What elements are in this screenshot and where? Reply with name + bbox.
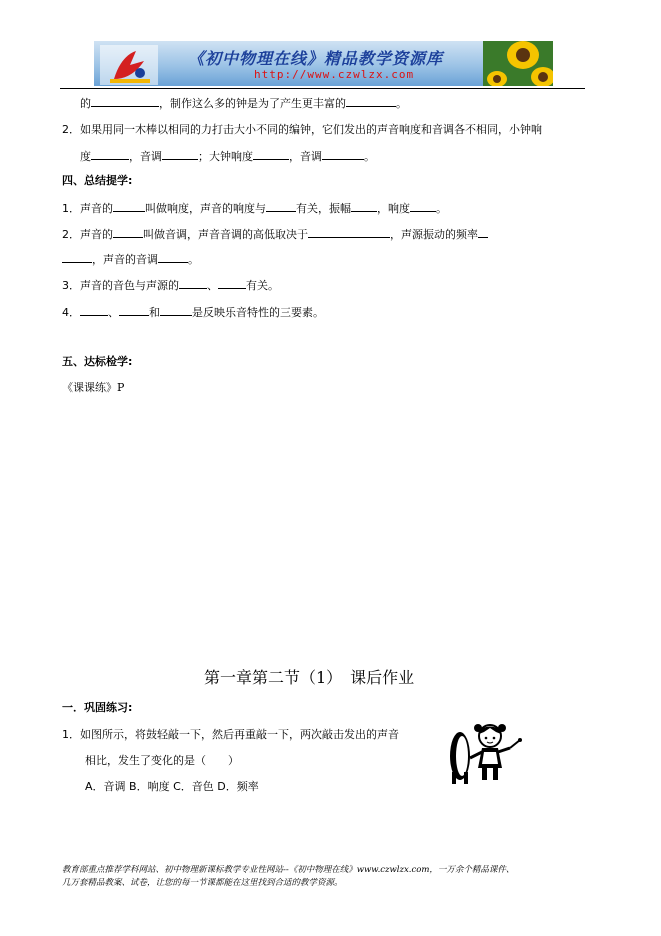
answer-blank[interactable]: [218, 277, 246, 289]
text: 、: [207, 279, 218, 292]
answer-blank[interactable]: [119, 304, 149, 316]
answer-blank[interactable]: [266, 200, 296, 212]
header-banner: [94, 41, 553, 86]
header-rule: [60, 88, 585, 89]
text: 有关，振幅: [296, 202, 351, 215]
site-logo-icon: [100, 45, 158, 85]
girl-drum-illustration: [440, 722, 522, 786]
sunflower-icon: [483, 41, 553, 86]
section4-item2-cont: [62, 251, 199, 267]
q2-line2: [80, 148, 375, 164]
answer-blank[interactable]: [253, 148, 289, 160]
text: 。: [188, 253, 199, 266]
answer-blank[interactable]: [62, 251, 92, 263]
answer-blank[interactable]: [80, 304, 108, 316]
section4-item2: [62, 226, 488, 242]
text: 2．声音的: [62, 228, 113, 241]
text: 4．: [62, 306, 80, 319]
answer-blank[interactable]: [351, 200, 377, 212]
homework-title: 第一章第二节（1） 课后作业: [204, 668, 415, 687]
text: ，音调: [289, 150, 322, 163]
section4-heading: 四、总结提学:: [62, 174, 133, 187]
homework-q1-line2: 相比，发生了变化的是（ ）: [85, 754, 239, 767]
text: 是反映乐音特性的三要素。: [192, 306, 324, 319]
answer-blank[interactable]: [113, 226, 143, 238]
section5-heading: 五、达标检学:: [62, 355, 133, 368]
section5-note: 《课课练》P: [62, 381, 125, 394]
text: 、: [108, 306, 119, 319]
text: 。: [396, 97, 407, 110]
homework-heading: 一．巩固练习:: [62, 701, 133, 714]
answer-blank[interactable]: [179, 277, 207, 289]
q1-continued-line: [80, 95, 407, 111]
answer-blank[interactable]: [158, 251, 188, 263]
footer-line2: 几万套精品教案、试卷，让您的每一节课都能在这里找到合适的教学资源。: [62, 878, 343, 888]
answer-blank[interactable]: [91, 95, 159, 107]
text: ，制作这么多的钟是为了产生更丰富的: [159, 97, 346, 110]
banner-title: 《初中物理在线》精品教学资源库: [188, 49, 444, 68]
text: 度: [80, 150, 91, 163]
answer-blank[interactable]: [322, 148, 364, 160]
text: 1．声音的: [62, 202, 113, 215]
text: 。: [364, 150, 375, 163]
text: 叫做音调，声音音调的高低取决于: [143, 228, 308, 241]
text: 和: [149, 306, 160, 319]
answer-blank[interactable]: [346, 95, 396, 107]
answer-blank[interactable]: [308, 226, 390, 238]
section4-item4: [62, 304, 324, 320]
text: ，声源振动的频率: [390, 228, 478, 241]
text: ，音调: [129, 150, 162, 163]
section4-item3: [62, 277, 279, 293]
answer-blank[interactable]: [478, 226, 488, 238]
homework-q1-options: A．音调 B．响度 C．音色 D．频率: [85, 780, 259, 793]
footer-line1: 教育部重点推荐学科网站、初中物理新课标教学专业性网站--《初中物理在线》www.czwlzx.com，一万余个精品课件、: [62, 865, 515, 875]
section4-item1: [62, 200, 447, 216]
text: ；大钟响度: [198, 150, 253, 163]
answer-blank[interactable]: [410, 200, 436, 212]
homework-q1-line1: 1．如图所示，将鼓轻敲一下，然后再重敲一下，两次敲击发出的声音: [62, 728, 399, 741]
banner-url[interactable]: http://www.czwlzx.com: [254, 68, 415, 81]
text: ，响度: [377, 202, 410, 215]
text: 3．声音的音色与声源的: [62, 279, 179, 292]
text: 。: [436, 202, 447, 215]
answer-blank[interactable]: [162, 148, 198, 160]
q2-line1: 2．如果用同一木棒以相同的力打击大小不同的编钟，它们发出的声音响度和音调各不相同，小钟响: [62, 123, 542, 136]
text: 的: [80, 97, 91, 110]
answer-blank[interactable]: [91, 148, 129, 160]
text: 叫做响度，声音的响度与: [145, 202, 266, 215]
answer-blank[interactable]: [160, 304, 192, 316]
answer-blank[interactable]: [113, 200, 145, 212]
text: 有关。: [246, 279, 279, 292]
text: ，声音的音调: [92, 253, 158, 266]
